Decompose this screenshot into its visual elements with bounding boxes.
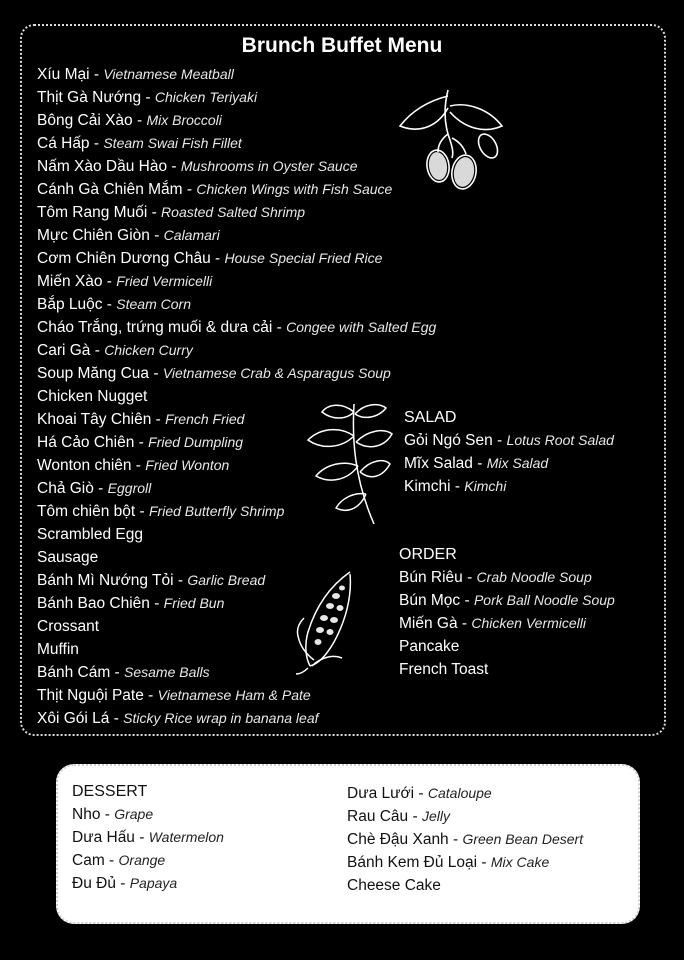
item-name-vi: Scrambled Egg — [37, 526, 143, 543]
menu-item: Nấm Xào Dầu Hào - Mushrooms in Oyster Sauce — [37, 158, 358, 175]
item-name-en: French Fried — [165, 411, 245, 427]
menu-item: Thịt Gà Nướng - Chicken Teriyaki — [37, 89, 258, 106]
item-name-en: Crab Noodle Soup — [476, 569, 592, 585]
item-name-vi: Tôm chiên bột — [37, 503, 136, 520]
item-name-vi: Crossant — [37, 618, 100, 635]
menu-item: Tôm chiên bột - Fried Butterfly Shrimp — [37, 503, 285, 520]
menu-item: Bánh Mì Nướng Tỏi - Garlic Bread — [37, 572, 266, 589]
item-name-vi: Chè Đậu Xanh — [347, 831, 449, 848]
item-name-vi: French Toast — [399, 661, 489, 678]
menu-item: Bún Riêu - Crab Noodle Soup — [399, 569, 592, 586]
menu-item: Mực Chiên Giòn - Calamari — [37, 227, 220, 244]
salad-heading: SALAD — [404, 409, 457, 426]
item-name-vi: Cánh Gà Chiên Mắm — [37, 181, 183, 198]
menu-item: Xíu Mại - Vietnamese Meatball — [37, 66, 234, 83]
item-name-vi: Sausage — [37, 549, 99, 566]
page-title: Brunch Buffet Menu — [241, 34, 443, 57]
item-name-vi: Thịt Gà Nướng — [37, 89, 142, 106]
menu-item — [37, 641, 79, 659]
item-name-en: Grape — [114, 806, 154, 822]
item-name-en: Fried Vermicelli — [116, 273, 213, 289]
item-name-vi: Xôi Gói Lá — [37, 710, 110, 727]
menu-item: Tôm Rang Muối - Roasted Salted Shrimp — [37, 204, 306, 221]
item-name-vi: Bún Mọc — [399, 592, 461, 609]
menu-item: Dưa Lưới - Cataloupe — [347, 785, 492, 802]
item-name-en: Fried Dumpling — [148, 434, 244, 450]
menu-item: Cari Gà - Chicken Curry — [37, 342, 193, 359]
item-name-vi: Miến Gà — [399, 615, 458, 632]
menu-item: Đu Đủ - Papaya — [72, 875, 178, 892]
item-name-vi: Thịt Nguội Pate — [37, 687, 144, 704]
menu-item: Há Cảo Chiên - Fried Dumpling — [37, 434, 244, 451]
item-name-vi: Bông Cải Xào — [37, 112, 133, 129]
item-name-en: Orange — [118, 852, 166, 868]
item-name-en: Green Bean Desert — [462, 831, 584, 847]
item-name-en: Fried Wonton — [145, 457, 230, 473]
menu-item — [37, 549, 98, 567]
item-name-vi: Bánh Cám — [37, 664, 111, 681]
item-name-vi: Cơm Chiên Dương Châu — [37, 250, 211, 267]
menu-item: Bánh Kem Đủ Loại - Mix Cake — [347, 854, 550, 871]
item-name-en: Cataloupe — [427, 785, 492, 801]
herb-sprig-icon — [302, 398, 394, 528]
item-name-vi: Cháo Trắng, trứng muối & dưa cải — [37, 319, 273, 336]
item-name-vi: Nho — [72, 806, 101, 823]
item-name-vi: Há Cảo Chiên — [37, 434, 135, 451]
menu-item: Thịt Nguội Pate - Vietnamese Ham & Pate — [37, 687, 311, 704]
menu-item — [37, 388, 147, 406]
corn-icon — [290, 566, 362, 676]
item-name-vi: Nấm Xào Dầu Hào — [37, 158, 168, 175]
item-name-en: Pork Ball Noodle Soup — [473, 592, 615, 608]
item-name-vi: Khoai Tây Chiên — [37, 411, 152, 428]
item-name-vi: Bánh Kem Đủ Loại — [347, 854, 478, 871]
item-name-en: Chicken Teriyaki — [154, 89, 258, 105]
menu-item: Xôi Gói Lá - Sticky Rice wrap in banana leaf — [37, 710, 319, 727]
item-name-vi: Chicken Nugget — [37, 388, 148, 405]
item-name-vi: Bánh Bao Chiên — [37, 595, 150, 612]
item-name-en: Chicken Vermicelli — [471, 615, 586, 631]
item-name-en: Vietnamese Crab & Asparagus Soup — [162, 365, 391, 381]
menu-item: Cơm Chiên Dương Châu - House Special Fried Rice — [37, 250, 383, 267]
item-name-vi: Dưa Hấu — [72, 829, 135, 846]
item-name-en: Fried Butterfly Shrimp — [149, 503, 285, 519]
menu-item: Miến Xào - Fried Vermicelli — [37, 273, 213, 290]
item-name-en: House Special Fried Rice — [224, 250, 383, 266]
item-name-vi: Đu Đủ — [72, 875, 116, 892]
item-name-en: Mix Salad — [486, 455, 549, 471]
item-name-en: Watermelon — [148, 829, 224, 845]
menu-item: Dưa Hấu - Watermelon — [72, 829, 224, 846]
item-name-en: Kimchi — [464, 478, 507, 494]
item-name-en: Mix Broccoli — [146, 112, 222, 128]
item-name-en: Vietnamese Ham & Pate — [157, 687, 311, 703]
menu-item: Bánh Bao Chiên - Fried Bun — [37, 595, 225, 612]
item-name-en: Fried Bun — [163, 595, 225, 611]
menu-item: Kimchi - Kimchi — [404, 478, 507, 495]
olive-branch-icon — [392, 86, 510, 202]
menu-item: Cánh Gà Chiên Mắm - Chicken Wings with Fish Sauce — [37, 181, 393, 198]
item-name-en: Calamari — [163, 227, 220, 243]
item-name-vi: Gỏi Ngó Sen — [404, 432, 493, 449]
item-name-vi: Bắp Luộc — [37, 296, 103, 313]
item-name-en: Chicken Wings with Fish Sauce — [196, 181, 393, 197]
menu-item: Cháo Trắng, trứng muối & dưa cải - Congee with Salted Egg — [37, 319, 437, 336]
item-name-en: Steam Corn — [116, 296, 191, 312]
item-name-en: Lotus Root Salad — [506, 432, 614, 448]
item-name-vi: Bún Riêu — [399, 569, 463, 586]
menu-item — [399, 638, 459, 656]
item-name-vi: Soup Măng Cua — [37, 365, 150, 382]
item-name-vi: Mĩx Salad — [404, 455, 473, 472]
menu-item: Soup Măng Cua - Vietnamese Crab & Asparagus Soup — [37, 365, 391, 382]
menu-item: Bông Cải Xào - Mix Broccoli — [37, 112, 222, 129]
item-name-en: Jelly — [421, 808, 450, 824]
item-name-vi: Cá Hấp — [37, 135, 90, 152]
item-name-vi: Bánh Mì Nướng Tỏi — [37, 572, 174, 589]
menu-item: Bắp Luộc - Steam Corn — [37, 296, 191, 313]
item-name-en: Eggroll — [107, 480, 152, 496]
menu-item: Rau Câu - Jelly — [347, 808, 450, 825]
menu-item: Gỏi Ngó Sen - Lotus Root Salad — [404, 432, 614, 449]
menu-item: Bún Mọc - Pork Ball Noodle Soup — [399, 592, 615, 609]
item-name-en: Roasted Salted Shrimp — [161, 204, 306, 220]
item-name-vi: Dưa Lưới — [347, 785, 415, 802]
item-name-vi: Xíu Mại — [37, 66, 90, 83]
item-name-en: Papaya — [129, 875, 178, 891]
menu-item — [347, 877, 441, 895]
menu-item — [399, 661, 488, 679]
item-name-en: Mix Cake — [490, 854, 550, 870]
item-name-en: Steam Swai Fish Fillet — [103, 135, 242, 151]
item-name-en: Garlic Bread — [187, 572, 266, 588]
menu-item: Mĩx Salad - Mix Salad — [404, 455, 549, 472]
item-name-vi: Cari Gà — [37, 342, 91, 359]
menu-item: Chả Giò - Eggroll — [37, 480, 152, 497]
item-name-vi: Muffin — [37, 641, 79, 658]
item-name-en: Sesame Balls — [124, 664, 210, 680]
menu-item: Wonton chiên - Fried Wonton — [37, 457, 230, 474]
item-name-vi: Kimchi — [404, 478, 451, 495]
menu-item — [37, 526, 143, 544]
item-name-en: Chicken Curry — [104, 342, 193, 358]
item-name-vi: Miến Xào — [37, 273, 103, 290]
item-name-vi: Mực Chiên Giòn — [37, 227, 150, 244]
menu-item: Cá Hấp - Steam Swai Fish Fillet — [37, 135, 242, 152]
item-name-vi: Wonton chiên — [37, 457, 132, 474]
item-name-vi: Cheese Cake — [347, 877, 441, 894]
menu-item: Chè Đậu Xanh - Green Bean Desert — [347, 831, 584, 848]
order-heading: ORDER — [399, 546, 457, 563]
item-name-en: Vietnamese Meatball — [103, 66, 234, 82]
menu-item: Cam - Orange — [72, 852, 166, 869]
item-name-vi: Cam — [72, 852, 105, 869]
item-name-en: Sticky Rice wrap in banana leaf — [123, 710, 319, 726]
menu-item: Bánh Cám - Sesame Balls — [37, 664, 210, 681]
item-name-en: Mushrooms in Oyster Sauce — [180, 158, 358, 174]
menu-item: Khoai Tây Chiên - French Fried — [37, 411, 245, 428]
item-name-vi: Chả Giò — [37, 480, 94, 497]
menu-item — [37, 618, 99, 636]
menu-item: Nho - Grape — [72, 806, 154, 823]
item-name-vi: Rau Câu — [347, 808, 409, 825]
item-name-vi: Pancake — [399, 638, 460, 655]
item-name-vi: Tôm Rang Muối — [37, 204, 148, 221]
item-name-en: Congee with Salted Egg — [286, 319, 437, 335]
dessert-heading: DESSERT — [72, 783, 148, 800]
menu-item: Miến Gà - Chicken Vermicelli — [399, 615, 586, 632]
